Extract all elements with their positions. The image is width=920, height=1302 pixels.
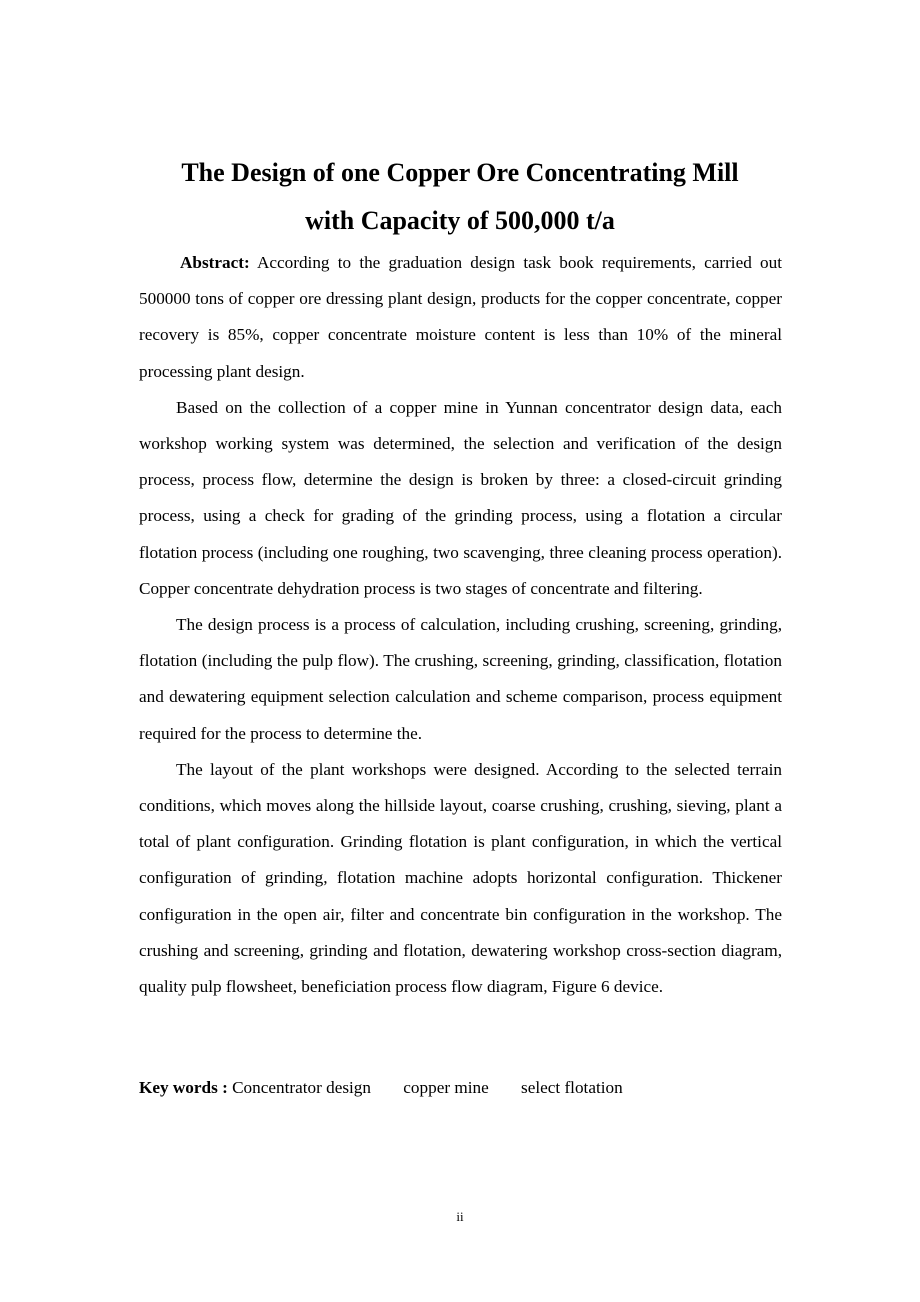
document-title-line-2: with Capacity of 500,000 t/a [305,206,615,235]
abstract-paragraph [139,245,782,390]
keyword-item: copper mine [403,1078,489,1097]
document-title-line-1: The Design of one Copper Ore Concentrating Mill [181,158,739,187]
keywords-label: Key words : [139,1078,228,1097]
keywords-line [139,1073,651,1103]
body-paragraph-3: The layout of the plant workshops were designed. According to the selected terrain conditions, which moves along the hillside layout, coarse crushing, crushing, sieving, plant a total of plant configuration. Grinding flotation is plant configuration, in which the vertical configuration of grinding, flotation machine adopts horizontal configuration. Thickener configuration in the open air, filter and concentrate bin configuration in the workshop. The crushing and screening, grinding and flotation, dewatering workshop cross-section diagram, quality pulp flowsheet, beneficiation process flow diagram, Figure 6 device. [139,759,782,997]
abstract-text: According to the graduation design task book requirements, carried out 500000 tons of copper ore dressing plant design, products for the copper concentrate, copper recovery is 85%, copper concentrate moisture content is less than 10% of the mineral processing plant design. [139,253,782,381]
page-number: ii [456,1209,464,1224]
abstract-label: Abstract: [180,253,250,272]
body-paragraph-2: The design process is a process of calculation, including crushing, screening, grinding, flotation (including the pulp flow). The crushing, screening, grinding, classification, flotation and dewatering equipment selection calculation and scheme comparison, process equipment required for the process to determine the. [139,615,782,743]
body-paragraph-1: Based on the collection of a copper mine in Yunnan concentrator design data, each workshop working system was determined, the selection and verification of the design process, process flow, determine the design is broken by three: a closed-circuit grinding process, using a check for grading of the grinding process, using a flotation a circular flotation process (including one roughing, two scavenging, three cleaning process operation). Copper concentrate dehydration process is two stages of concentrate and filtering. [139,397,782,598]
keyword-item: Concentrator design [232,1078,371,1097]
abstract-body [139,245,782,1005]
keyword-item: select flotation [521,1078,623,1097]
